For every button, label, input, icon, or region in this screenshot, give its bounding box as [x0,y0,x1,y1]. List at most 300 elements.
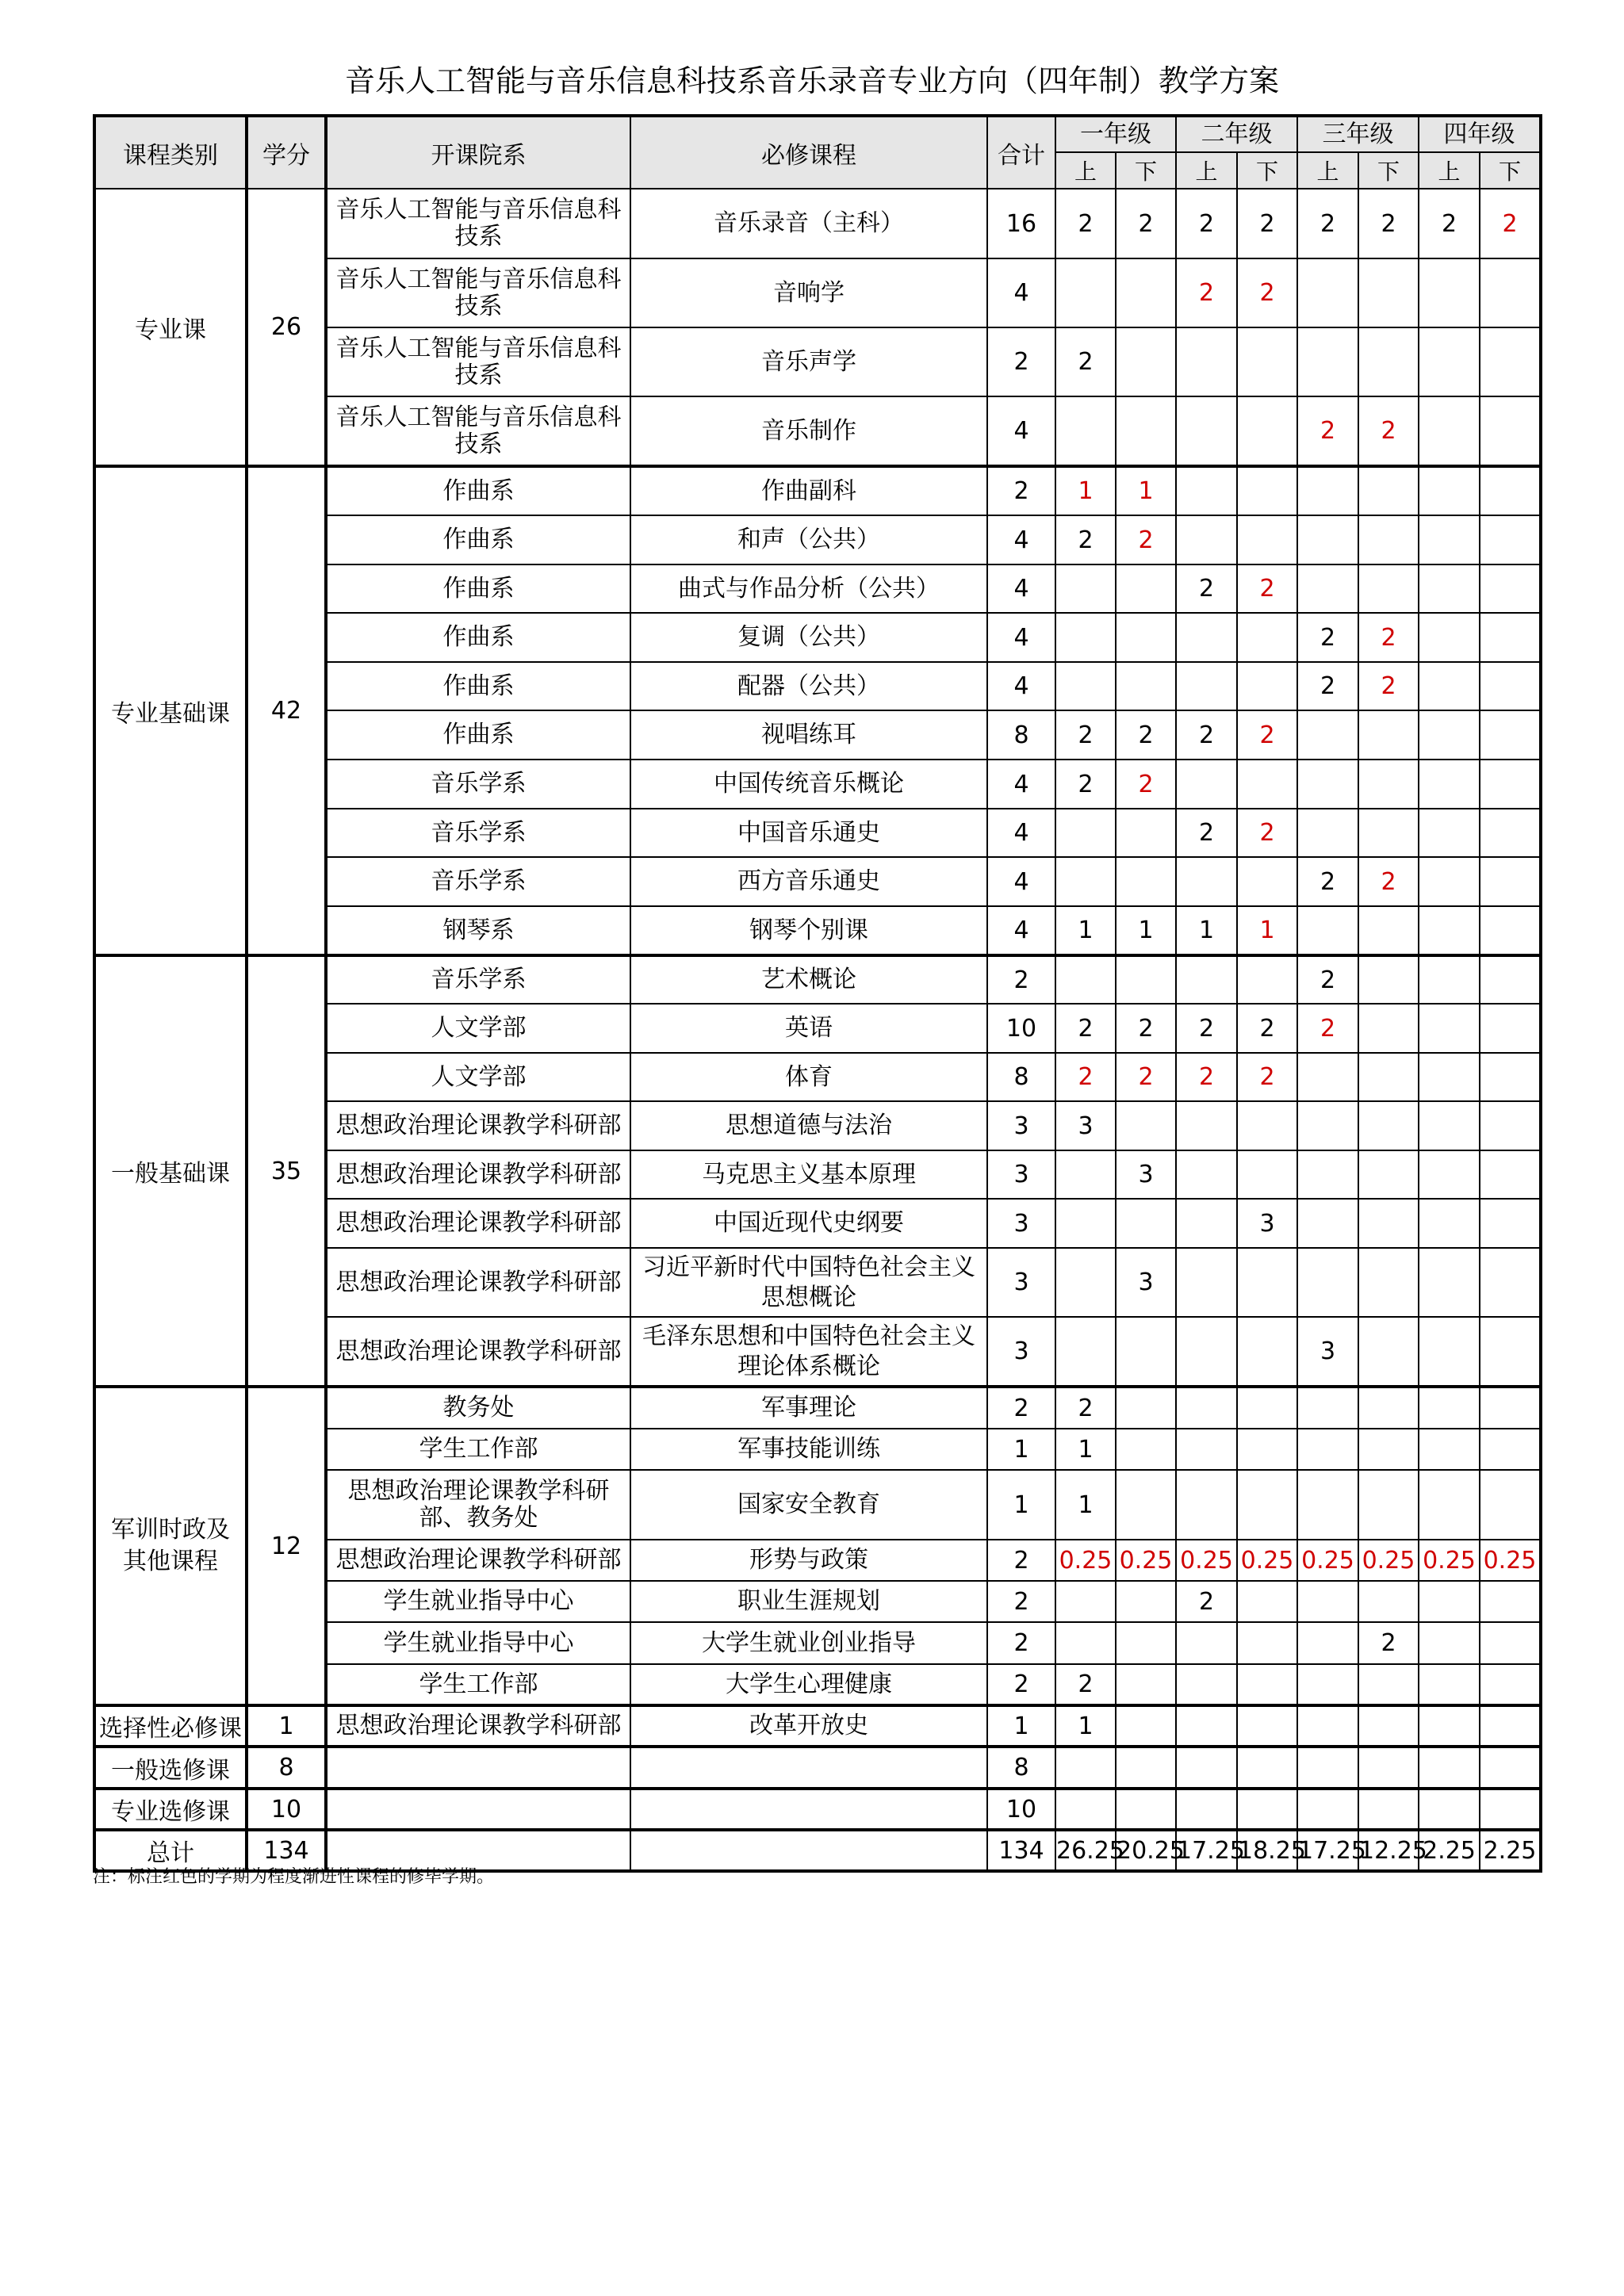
term-cell [1055,1747,1116,1789]
term-cell: 2 [1176,1004,1237,1053]
dept-cell: 作曲系 [326,613,630,662]
term-cell [1176,1429,1237,1470]
teaching-plan-table [93,114,1542,1873]
total-cell: 8 [987,1747,1055,1789]
term-cell: 2 [1116,1053,1176,1101]
term-cell [1480,1705,1541,1747]
term-cell [1480,1199,1541,1248]
term-cell [1358,809,1419,857]
term-cell: 2 [1297,857,1358,906]
term-cell [1055,613,1116,662]
total-cell: 4 [987,613,1055,662]
dept-cell [326,1747,630,1789]
course-cell: 国家安全教育 [630,1470,987,1540]
header-term: 上 [1297,152,1358,189]
term-cell: 2 [1358,189,1419,258]
dept-cell: 作曲系 [326,662,630,710]
term-cell: 1 [1116,466,1176,515]
total-cell: 4 [987,515,1055,564]
dept-cell: 学生工作部 [326,1664,630,1705]
term-cell [1237,1387,1297,1429]
header-term: 上 [1176,152,1237,189]
term-cell [1358,1199,1419,1248]
total-cell: 2 [987,466,1055,515]
term-cell [1176,515,1237,564]
term-cell: 2 [1055,1053,1116,1101]
term-cell [1176,760,1237,809]
term-cell [1480,1248,1541,1317]
table-row [94,466,1541,515]
term-cell [1055,1248,1116,1317]
term-cell: 2 [1358,857,1419,906]
term-cell [1358,1747,1419,1789]
course-cell: 马克思主义基本原理 [630,1150,987,1199]
dept-cell: 音乐人工智能与音乐信息科技系 [326,258,630,327]
term-cell [1237,662,1297,710]
total-cell: 4 [987,760,1055,809]
total-cell: 4 [987,564,1055,613]
term-cell: 1 [1055,466,1116,515]
term-cell [1419,809,1480,857]
term-cell [1358,327,1419,396]
total-cell: 1 [987,1705,1055,1747]
term-cell: 2 [1055,327,1116,396]
term-cell [1419,1101,1480,1150]
term-cell [1176,1150,1237,1199]
table-body [94,189,1541,1871]
table-row [94,1387,1541,1429]
course-cell: 中国近现代史纲要 [630,1199,987,1248]
term-cell [1419,1664,1480,1705]
term-cell [1176,1199,1237,1248]
term-cell: 2 [1297,396,1358,466]
term-cell: 2.25 [1419,1830,1480,1871]
total-cell: 8 [987,710,1055,760]
term-cell [1480,258,1541,327]
term-cell: 3 [1297,1317,1358,1387]
term-cell [1176,327,1237,396]
course-cell: 英语 [630,1004,987,1053]
term-cell [1358,1317,1419,1387]
course-cell: 军事技能训练 [630,1429,987,1470]
term-cell: 2 [1176,1581,1237,1622]
course-cell: 和声（公共） [630,515,987,564]
term-cell: 3 [1237,1199,1297,1248]
term-cell [1419,1199,1480,1248]
header-year-3: 三年级 [1297,116,1419,152]
term-cell [1176,1387,1237,1429]
term-cell [1176,955,1237,1004]
term-cell [1358,1664,1419,1705]
term-cell [1176,1622,1237,1664]
term-cell [1358,1789,1419,1830]
term-cell [1297,1622,1358,1664]
table-row [94,1789,1541,1830]
term-cell [1237,1150,1297,1199]
term-cell [1419,1429,1480,1470]
term-cell [1055,1199,1116,1248]
course-cell: 大学生就业创业指导 [630,1622,987,1664]
dept-cell: 思想政治理论课教学科研部、教务处 [326,1470,630,1540]
term-cell: 2 [1176,189,1237,258]
term-cell [1297,1429,1358,1470]
term-cell [1419,327,1480,396]
term-cell [1480,1101,1541,1150]
dept-cell: 音乐学系 [326,857,630,906]
header-term: 下 [1480,152,1541,189]
course-cell: 作曲副科 [630,466,987,515]
term-cell: 2 [1297,955,1358,1004]
term-cell [1055,1150,1116,1199]
total-cell: 2 [987,1540,1055,1581]
term-cell [1358,564,1419,613]
term-cell [1116,613,1176,662]
term-cell [1480,1317,1541,1387]
term-cell: 2 [1237,564,1297,613]
header-course: 必修课程 [630,116,987,189]
course-category: 专业基础课 [94,466,247,955]
table-row [94,955,1541,1004]
term-cell [1419,955,1480,1004]
total-cell: 2 [987,1387,1055,1429]
term-cell [1358,906,1419,955]
term-cell [1480,955,1541,1004]
term-cell [1419,1387,1480,1429]
term-cell [1237,1747,1297,1789]
term-cell [1358,515,1419,564]
total-cell: 134 [987,1830,1055,1871]
term-cell: 3 [1055,1101,1116,1150]
total-cell: 4 [987,857,1055,906]
term-cell: 2 [1480,189,1541,258]
term-cell: 12.25 [1358,1830,1419,1871]
term-cell [1419,258,1480,327]
term-cell [1419,396,1480,466]
header-year-2: 二年级 [1176,116,1297,152]
term-cell: 2 [1358,396,1419,466]
term-cell [1176,1789,1237,1830]
term-cell [1116,1317,1176,1387]
term-cell [1480,662,1541,710]
term-cell [1419,1053,1480,1101]
term-cell [1480,327,1541,396]
course-cell: 思想道德与法治 [630,1101,987,1150]
term-cell [1419,857,1480,906]
term-cell: 2 [1055,189,1116,258]
term-cell: 0.25 [1480,1540,1541,1581]
term-cell [1237,396,1297,466]
term-cell [1419,613,1480,662]
course-cell: 艺术概论 [630,955,987,1004]
header-term: 下 [1116,152,1176,189]
term-cell [1358,1004,1419,1053]
term-cell [1297,710,1358,760]
dept-cell: 人文学部 [326,1053,630,1101]
term-cell [1480,613,1541,662]
term-cell: 3 [1116,1248,1176,1317]
category-credits: 8 [247,1747,326,1789]
term-cell [1237,515,1297,564]
term-cell [1055,662,1116,710]
term-cell [1176,1248,1237,1317]
term-cell [1055,1622,1116,1664]
term-cell: 2 [1237,809,1297,857]
dept-cell: 作曲系 [326,515,630,564]
dept-cell: 思想政治理论课教学科研部 [326,1199,630,1248]
term-cell [1358,1581,1419,1622]
term-cell [1480,710,1541,760]
term-cell [1480,1004,1541,1053]
term-cell: 2 [1116,760,1176,809]
term-cell: 2 [1176,258,1237,327]
term-cell [1055,564,1116,613]
total-cell: 4 [987,906,1055,955]
term-cell [1358,1053,1419,1101]
term-cell [1116,1789,1176,1830]
dept-cell: 作曲系 [326,710,630,760]
term-cell: 1 [1116,906,1176,955]
term-cell [1237,1317,1297,1387]
total-cell: 3 [987,1101,1055,1150]
term-cell [1358,1248,1419,1317]
term-cell [1419,662,1480,710]
term-cell [1116,1705,1176,1747]
total-cell: 4 [987,396,1055,466]
term-cell: 0.25 [1116,1540,1176,1581]
term-cell: 26.25 [1055,1830,1116,1871]
course-cell: 大学生心理健康 [630,1664,987,1705]
course-category: 一般选修课 [94,1747,247,1789]
term-cell [1297,1664,1358,1705]
term-cell [1419,1004,1480,1053]
dept-cell: 学生就业指导中心 [326,1581,630,1622]
term-cell [1419,1622,1480,1664]
term-cell: 2 [1055,760,1116,809]
term-cell [1055,1581,1116,1622]
term-cell [1297,1581,1358,1622]
term-cell [1297,327,1358,396]
header-term: 下 [1358,152,1419,189]
term-cell [1480,1053,1541,1101]
term-cell [1358,760,1419,809]
term-cell: 1 [1176,906,1237,955]
term-cell [1237,613,1297,662]
term-cell [1055,809,1116,857]
category-credits: 35 [247,955,326,1387]
term-cell: 2 [1176,564,1237,613]
term-cell [1116,662,1176,710]
course-cell: 中国音乐通史 [630,809,987,857]
term-cell [1480,1789,1541,1830]
term-cell: 2 [1055,515,1116,564]
total-cell: 16 [987,189,1055,258]
total-cell: 4 [987,258,1055,327]
term-cell [1480,906,1541,955]
term-cell [1480,1581,1541,1622]
dept-cell: 学生工作部 [326,1429,630,1470]
term-cell [1237,1101,1297,1150]
dept-cell: 钢琴系 [326,906,630,955]
term-cell [1176,613,1237,662]
term-cell [1116,327,1176,396]
term-cell: 2 [1055,710,1116,760]
term-cell [1055,396,1116,466]
term-cell [1237,1664,1297,1705]
term-cell [1358,1705,1419,1747]
term-cell [1358,1387,1419,1429]
header-row-top [94,116,1541,152]
total-cell: 8 [987,1053,1055,1101]
term-cell [1297,564,1358,613]
term-cell [1297,258,1358,327]
term-cell [1055,258,1116,327]
term-cell: 2 [1297,1004,1358,1053]
term-cell [1480,1387,1541,1429]
course-cell: 音乐录音（主科） [630,189,987,258]
term-cell: 2 [1358,662,1419,710]
total-cell: 2 [987,1622,1055,1664]
term-cell [1176,466,1237,515]
term-cell [1237,1470,1297,1540]
term-cell: 17.25 [1176,1830,1237,1871]
course-cell: 音乐声学 [630,327,987,396]
term-cell: 2 [1358,1622,1419,1664]
total-cell: 2 [987,1664,1055,1705]
total-cell: 2 [987,955,1055,1004]
total-cell: 2 [987,327,1055,396]
term-cell [1116,1622,1176,1664]
term-cell [1237,1789,1297,1830]
dept-cell: 作曲系 [326,564,630,613]
dept-cell: 思想政治理论课教学科研部 [326,1540,630,1581]
header-credits: 学分 [247,116,326,189]
term-cell: 1 [1055,1705,1116,1747]
term-cell [1358,1101,1419,1150]
term-cell [1419,1581,1480,1622]
term-cell [1116,1747,1176,1789]
term-cell [1419,1747,1480,1789]
course-category: 军训时政及其他课程 [94,1387,247,1705]
course-cell: 钢琴个别课 [630,906,987,955]
term-cell [1358,1150,1419,1199]
term-cell [1116,1199,1176,1248]
course-category: 总计 [94,1830,247,1871]
course-cell: 毛泽东思想和中国特色社会主义理论体系概论 [630,1317,987,1387]
course-cell: 音响学 [630,258,987,327]
course-cell: 形势与政策 [630,1540,987,1581]
dept-cell: 作曲系 [326,466,630,515]
term-cell: 0.25 [1176,1540,1237,1581]
term-cell: 2.25 [1480,1830,1541,1871]
dept-cell: 音乐人工智能与音乐信息科技系 [326,396,630,466]
header-total: 合计 [987,116,1055,189]
term-cell [1237,1622,1297,1664]
dept-cell: 音乐学系 [326,955,630,1004]
term-cell: 20.25 [1116,1830,1176,1871]
term-cell [1480,760,1541,809]
course-cell: 体育 [630,1053,987,1101]
term-cell [1297,760,1358,809]
term-cell: 2 [1055,1664,1116,1705]
term-cell: 1 [1237,906,1297,955]
course-cell: 改革开放史 [630,1705,987,1747]
total-cell: 2 [987,1581,1055,1622]
header-year-1: 一年级 [1055,116,1176,152]
term-cell [1480,857,1541,906]
term-cell: 2 [1116,1004,1176,1053]
total-cell: 1 [987,1429,1055,1470]
dept-cell: 音乐学系 [326,760,630,809]
term-cell [1419,710,1480,760]
term-cell [1297,1470,1358,1540]
term-cell [1237,857,1297,906]
term-cell [1237,1705,1297,1747]
term-cell [1237,327,1297,396]
term-cell [1116,1470,1176,1540]
total-cell: 3 [987,1150,1055,1199]
dept-cell: 思想政治理论课教学科研部 [326,1705,630,1747]
term-cell: 2 [1237,189,1297,258]
term-cell [1116,564,1176,613]
term-cell: 2 [1237,258,1297,327]
term-cell [1237,466,1297,515]
course-cell: 中国传统音乐概论 [630,760,987,809]
term-cell [1480,466,1541,515]
total-cell: 4 [987,809,1055,857]
term-cell: 2 [1358,613,1419,662]
table-row [94,189,1541,258]
term-cell [1297,906,1358,955]
term-cell [1237,760,1297,809]
term-cell [1419,760,1480,809]
term-cell [1237,955,1297,1004]
total-cell: 10 [987,1004,1055,1053]
term-cell [1116,1101,1176,1150]
term-cell [1480,564,1541,613]
course-category: 专业课 [94,189,247,466]
course-cell: 职业生涯规划 [630,1581,987,1622]
term-cell: 2 [1176,809,1237,857]
term-cell [1237,1248,1297,1317]
term-cell [1176,857,1237,906]
term-cell: 2 [1297,662,1358,710]
header-dept: 开课院系 [326,116,630,189]
term-cell [1297,1199,1358,1248]
term-cell: 2 [1116,710,1176,760]
term-cell [1480,1429,1541,1470]
total-cell: 3 [987,1248,1055,1317]
term-cell: 2 [1055,1387,1116,1429]
term-cell [1358,258,1419,327]
term-cell [1419,1248,1480,1317]
course-category: 一般基础课 [94,955,247,1387]
term-cell: 2 [1237,1053,1297,1101]
term-cell [1297,466,1358,515]
term-cell [1419,466,1480,515]
dept-cell: 人文学部 [326,1004,630,1053]
term-cell [1358,710,1419,760]
header-term: 上 [1055,152,1116,189]
header-term: 上 [1419,152,1480,189]
term-cell [1297,1150,1358,1199]
term-cell [1176,1317,1237,1387]
term-cell [1480,1470,1541,1540]
dept-cell: 音乐人工智能与音乐信息科技系 [326,327,630,396]
category-credits: 42 [247,466,326,955]
term-cell: 17.25 [1297,1830,1358,1871]
term-cell: 0.25 [1358,1540,1419,1581]
course-category: 专业选修课 [94,1789,247,1830]
